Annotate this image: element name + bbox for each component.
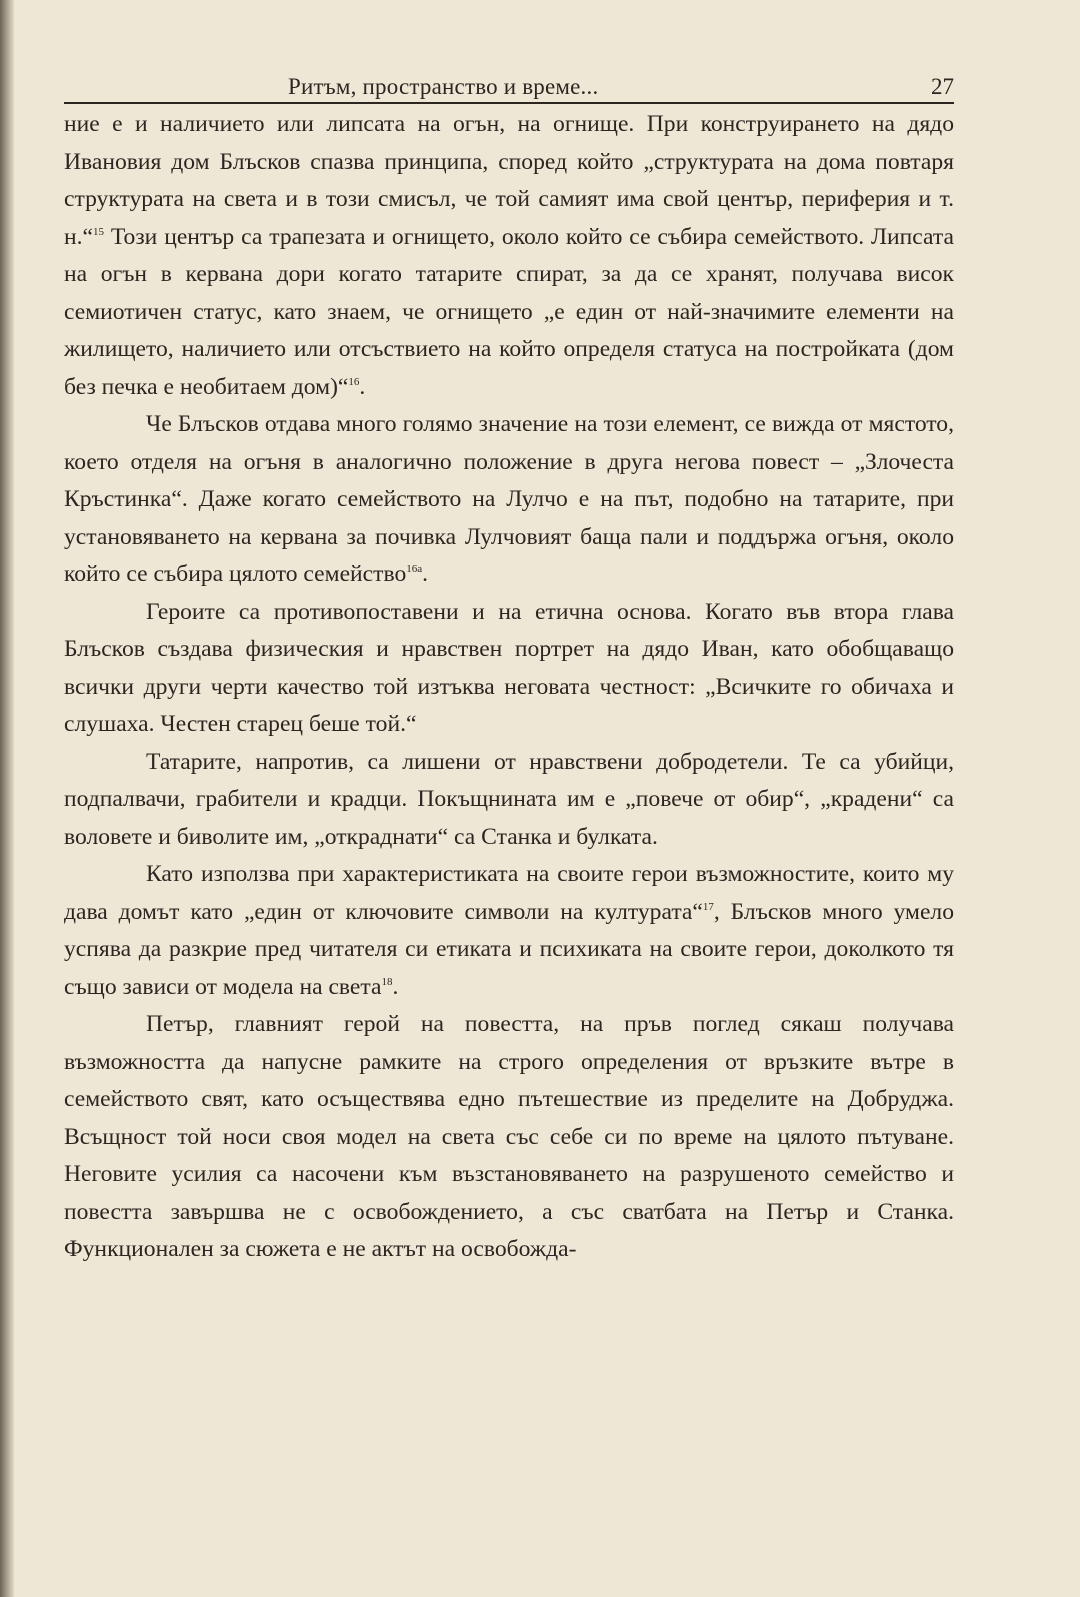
text-segment: . <box>422 561 429 587</box>
book-binding-shadow <box>0 0 14 1597</box>
footnote-ref-16a: 16а <box>406 563 423 575</box>
text-segment: Героите са противопоставени и на етична основа. Когато във втора глава Блъсков създава физическия и нравствен портрет на дядо Иван, като обобщаващо всички други черти качество той изтъква неговата честност: „Всичките го обичаха и слушаха. Честен старец беше той.“ <box>64 598 954 737</box>
page-number: 27 <box>931 74 954 99</box>
text-segment: ние е и наличието или липсата на огън, на огнище. При конструирането на дядо Ивановия дом Блъсков спазва принципа, според който „структурата на дома повтаря структурата на света и в този смисъл, че той самият има свой център, периферия и т. н.“ <box>64 111 954 250</box>
text-segment: Че Блъсков отдава много голямо значение на този елемент, се вижда от мястото, което отделя на огъня в аналогично положение в друга негова повест – „Злочеста Кръстинка“. Даже когато семейството на Лулчо е на път, подобно на татарите, при установяването на кервана за почивка Лулчовият баща пали и поддържа огъня, около който се събира цялото семейство <box>64 411 954 587</box>
footnote-ref-17: 17 <box>702 900 714 913</box>
book-page <box>64 0 954 1597</box>
paragraph <box>64 744 954 857</box>
text-segment: Този център са трапезата и огнището, около който се събира семейството. Липсата на огън в кервана дори когато татарите спират, за да се хранят, получава висок семиотичен статус, като знаем, че огнището „е един от най-значимите елементи на жилището, наличието или отсъствието на който определя статуса на постройката (дом без печка е необитаем дом)“ <box>64 223 954 400</box>
running-header <box>64 72 954 104</box>
running-title: Ритъм, пространство и време... <box>288 74 599 99</box>
footnote-ref-16: 16 <box>348 375 360 388</box>
paragraph <box>64 106 954 406</box>
text-segment: Татарите, напротив, са лишени от нравствени добродетели. Те са убийци, подпалвачи, грабители и крадци. Покъщнината им е „повече от обир“, „крадени“ са воловете и биволите им, „откраднати“ са Станка и булката. <box>64 748 954 850</box>
paragraph <box>64 856 954 1006</box>
text-segment: Петър, главният герой на повестта, на пръв поглед сякаш получава възможността да напусне рамките на строго определения от връзките вътре в семейството свят, като осъществява едно пътешествие из пределите на Добруджа. Всъщност той носи своя модел на света със себе си по време на цялото пътуване. Неговите усилия са насочени към възстановяването на разрушеното семейство и повестта завършва не с освобождението, а със сватбата на Петър и Станка. Функционален за сюжета е не актът на освобожда- <box>64 1011 954 1262</box>
footnote-ref-18: 18 <box>381 975 393 988</box>
text-segment: , Блъсков много умело успява да разкрие пред читателя си етиката и психиката на своите герои, доколкото тя също зависи от модела на света <box>64 898 954 1000</box>
body-text <box>64 106 954 1269</box>
footnote-ref-15: 15 <box>93 225 104 238</box>
paragraph <box>64 594 954 744</box>
text-segment: . <box>392 973 399 1000</box>
paragraph <box>64 406 954 594</box>
paragraph <box>64 1006 954 1269</box>
text-segment: Като използва при характеристиката на своите герои възможностите, които му дава домът като „един от ключовите символи на културата“ <box>64 861 954 925</box>
text-segment: . <box>359 373 366 400</box>
